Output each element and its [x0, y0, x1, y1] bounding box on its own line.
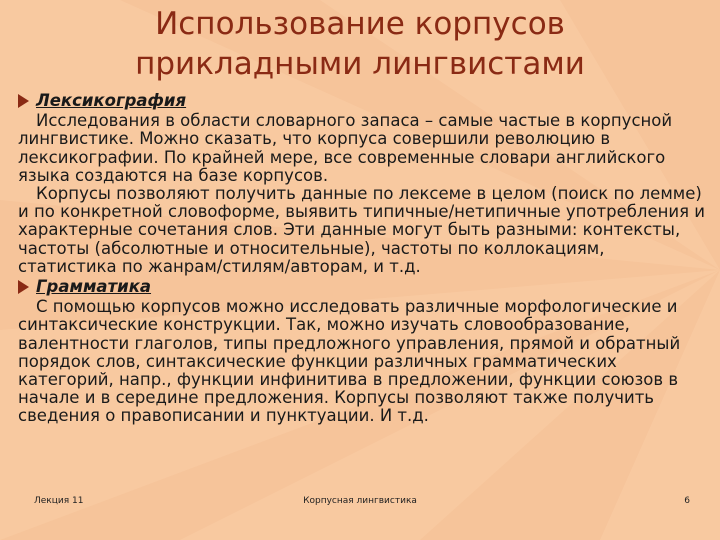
footer-page-number: 6	[684, 496, 690, 506]
footer-lecture-label: Лекция 11	[34, 496, 84, 506]
section-heading-label: Грамматика	[36, 277, 152, 297]
triangle-bullet-icon	[18, 280, 29, 294]
section-heading-label: Лексикография	[36, 91, 187, 110]
slide-title	[0, 4, 720, 84]
paragraph: Корпусы позволяют получить данные по лексеме в целом (поиск по лемме) и по конкретной словоформе, выявить типичные/нетипичные употребления и характерные сочетания слов. Эти данные могут быть разными: контексты, частоты (абсолютные и относительные), частоты по коллокациям, статистика по жанрам/стилям/авторам, и т.д.	[18, 184, 706, 276]
slide-body	[18, 92, 708, 426]
section-heading-grammar	[18, 278, 708, 296]
footer-course-title: Корпусная лингвистика	[303, 496, 417, 506]
section-heading-lexicography	[18, 92, 708, 110]
slide-title-line-1: Использование корпусов	[155, 6, 565, 42]
paragraph: С помощью корпусов можно исследовать различные морфологические и синтаксические конструкции. Так, можно изучать словообразование, валентности глаголов, типы предложного управления, прямой и обратный порядок слов, синтаксические функции различных грамматических категорий, напр., функции инфинитива в предложении, функции союзов в начале и в середине предложения. Корпусы позволяют также получить сведения о правописании и пунктуации. И т.д.	[18, 297, 681, 426]
slide-title-line-2: прикладными лингвистами	[135, 46, 585, 82]
paragraph: Исследования в области словарного запаса – самые частые в корпусной лингвистике. Можно сказать, что корпуса совершили революцию в лексикографии. По крайней мере, все современные словари английского языка создаются на базе корпусов.	[18, 111, 673, 185]
triangle-bullet-icon	[18, 94, 29, 108]
